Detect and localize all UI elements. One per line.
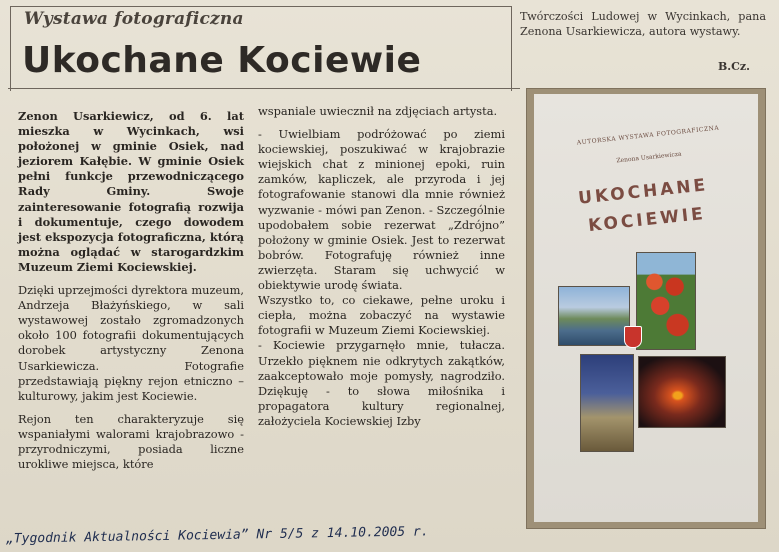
coat-of-arms-icon	[624, 326, 642, 348]
article-title: Ukochane Kociewie	[22, 40, 422, 81]
poster-title-line1: UKOCHANE	[577, 175, 710, 209]
article-paragraph: - Kociewie przygarnęło mnie, tułacza. Urzekło pięknem nie odkrytych zakątków, zaakceptowało moje pomysły, nagrodziło. Dziękuję - to słowa miłośnika i propagatora kultury regionalnej, założyciela Kociewskiej Izby	[258, 338, 505, 428]
exhibition-poster	[526, 88, 766, 529]
poster-subtitle: AUTORSKA WYSTAWA FOTOGRAFICZNA	[576, 124, 720, 147]
poster-title-line2: KOCIEWIE	[587, 203, 707, 237]
article-paragraph: wspaniale uwiecznił na zdjęciach artysta.	[258, 104, 498, 118]
sunset-photo	[638, 356, 726, 428]
article-lead: Zenon Usarkiewicz, od 6. lat mieszka w Wycinkach, wsi położonej w gminie Osiek, nad jeziorem Kałębie. W gminie Osiek pełni funkcje przewodniczącego Rady Gminy. Swoje zainteresowanie fotografią rozwija i dokumentuje, czego dowodem jest ekspozycja fotograficzna, którą można oglądać w starogardzkim Muzeum Ziemi Kociewskiej.	[18, 109, 244, 274]
headline-rule	[8, 88, 520, 89]
poster-author: Zenona Usarkiewicza	[616, 150, 682, 165]
article-kicker: Wystawa fotograficzna	[24, 9, 244, 29]
lake-photo	[558, 286, 630, 346]
poster-sheet	[534, 94, 758, 522]
poppies-photo	[636, 252, 696, 350]
church-photo	[580, 354, 634, 452]
article-paragraph: Dzięki uprzejmości dyrektora muzeum, Andrzeja Błażyńskiego, w sali wystawowej zostało zgromadzonych około 100 fotografii dokumentujących dorobek artystyczny Zenona Usarkiewicza. Fotografie przedstawiają piękny rejon etniczno – kulturowy, jakim jest Kociewie.	[18, 283, 244, 403]
article-paragraph: Wszystko to, co ciekawe, pełne uroku i ciepła, można zobaczyć na wystawie fotografii w Muzeum Ziemi Kociewskiej.	[258, 293, 505, 338]
article-column-1	[18, 109, 244, 480]
article-paragraph: - Uwielbiam podróżować po ziemi kociewskiej, poszukiwać w krajobrazie wiejskich chat z minionej epoki, ruin zamków, kapliczek, ale przyroda i jej fotografowanie stanowi dla mnie również wyzwanie - mówi pan Zenon. - Szczególnie upodobałem sobie rezerwat „Zdrójno” położony w gminie Osiek. Jest to rezerwat bobrów. Fotografuję również inne zwierzęta. Staram się uchwycić w obiektywie urodę świata.	[258, 127, 505, 293]
author-signature: B.Cz.	[718, 60, 750, 73]
article-continuation: Twórczości Ludowej w Wycinkach, pana Zenona Usarkiewicza, autora wystawy.	[520, 10, 766, 38]
handwritten-source-note: „Tygodnik Aktualności Kociewia” Nr 5/5 z 14.10.2005 r.	[5, 524, 429, 547]
article-column-2	[258, 104, 505, 437]
article-paragraph: Rejon ten charakteryzuje się wspaniałymi walorami krajobrazowo - przyrodniczymi, posiada liczne urokliwe miejsca, które	[18, 411, 244, 472]
